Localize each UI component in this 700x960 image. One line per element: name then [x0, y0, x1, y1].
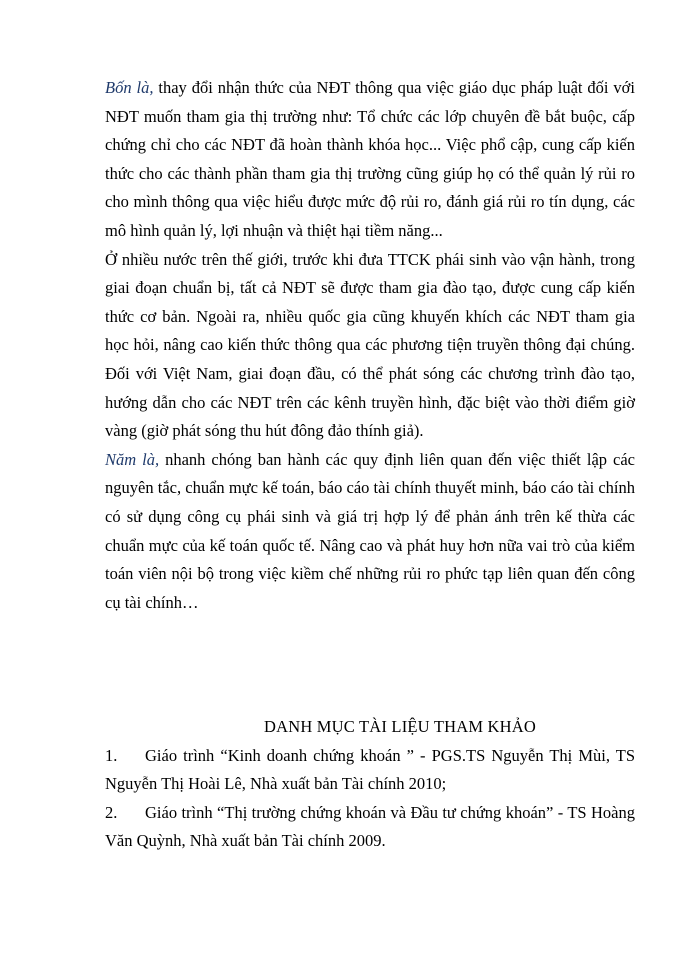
reference-number: 2.: [105, 802, 118, 822]
reference-text: Giáo trình “Kinh doanh chứng khoán ” - PGS.TS Nguyễn Thị Mùi, TS Nguyễn Thị Hoài Lê, Nhà xuất bản Tài chính 2010;: [105, 745, 635, 794]
reference-item: [105, 799, 635, 856]
paragraph-text: nhanh chóng ban hành các quy định liên quan đến việc thiết lập các nguyên tắc, chuẩn mực kế toán, báo cáo tài chính thuyết minh, báo cáo tài chính có sử dụng công cụ phái sinh và giá trị hợp lý để phản ánh trên kế thừa các chuẩn mực của kế toán quốc tế. Nâng cao và phát huy hơn nữa vai trò của kiểm toán viên nội bộ trong việc kiềm chế những rủi ro phức tạp liên quan đến công cụ tài chính…: [105, 449, 635, 612]
reference-text: Giáo trình “Thị trường chứng khoán và Đầu tư chứng khoán” - TS Hoàng Văn Quỳnh, Nhà xuất bản Tài chính 2009.: [105, 802, 635, 851]
paragraph-bon-la: [105, 74, 635, 246]
paragraph-nuoc-ngoai: [105, 246, 635, 446]
paragraph-lead: Năm là,: [105, 449, 160, 469]
paragraph-lead: Bốn là,: [105, 78, 154, 97]
paragraph-text: thay đổi nhận thức của NĐT thông qua việc giáo dục pháp luật đối với NĐT muốn tham gia thị trường như: Tổ chức các lớp chuyên đề bắt buộc, cấp chứng chỉ cho các NĐT đã hoàn thành khóa học... Việc phổ cập, cung cấp kiến thức cho các thành phần tham gia thị trường cũng giúp họ có thể quản lý rủi ro cho mình thông qua việc hiểu được mức độ rủi ro, đánh giá rủi ro tín dụng, các mô hình quản lý, lợi nhuận và thiệt hại tiềm năng...: [105, 78, 635, 240]
references-title: DANH MỤC TÀI LIỆU THAM KHẢO: [264, 717, 536, 736]
references-section: [105, 713, 635, 856]
body-text: [105, 74, 635, 617]
paragraph-text: Ở nhiều nước trên thế giới, trước khi đưa TTCK phái sinh vào vận hành, trong giai đoạn chuẩn bị, tất cả NĐT sẽ được tham gia đào tạo, được cung cấp kiến thức cơ bản. Ngoài ra, nhiều quốc gia cũng khuyến khích các NĐT tham gia học hỏi, nâng cao kiến thức thông qua các phương tiện truyền thông đại chúng. Đối với Việt Nam, giai đoạn đầu, có thể phát sóng các chương trình đào tạo, hướng dẫn cho các NĐT trên các kênh truyền hình, đặc biệt vào thời điểm giờ vàng (giờ phát sóng thu hút đông đảo thính giả).: [105, 249, 635, 441]
reference-number: 1.: [105, 745, 118, 765]
reference-item: [105, 742, 635, 799]
paragraph-nam-la: [105, 446, 635, 618]
